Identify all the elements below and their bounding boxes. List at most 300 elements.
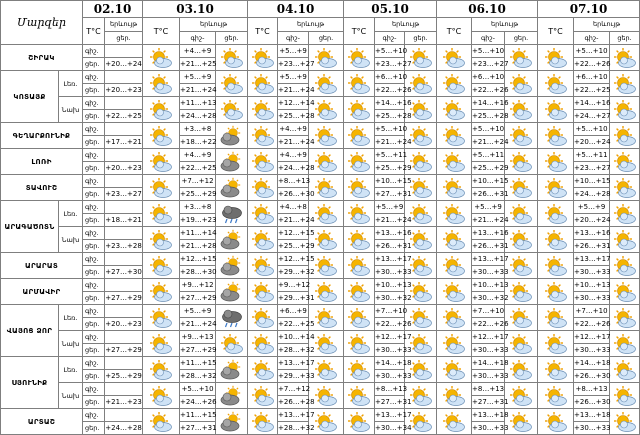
partly-cloudy-icon bbox=[509, 307, 533, 329]
night-temp-value: +5…+11 bbox=[472, 149, 505, 162]
partly-cloudy-icon bbox=[251, 229, 275, 251]
partly-cloudy-icon bbox=[314, 307, 338, 329]
day-subheader: ցեր. bbox=[216, 31, 248, 45]
day-temp-value: +30…+33 bbox=[472, 422, 505, 435]
partly-cloudy-icon bbox=[613, 333, 637, 355]
night-temp-value: +5…+10 bbox=[375, 45, 405, 58]
partly-cloudy-icon bbox=[347, 411, 371, 433]
night-label: գիշ. bbox=[83, 331, 105, 344]
day-temp-value: +22…+25 bbox=[574, 84, 610, 97]
weather-icon-cell bbox=[248, 253, 278, 279]
weather-icon-cell bbox=[216, 71, 248, 97]
partly-cloudy-icon bbox=[347, 73, 371, 95]
day-label: ցեր. bbox=[83, 58, 105, 71]
weather-icon-cell bbox=[437, 279, 472, 305]
day-temp-value: +29…+31 bbox=[278, 292, 309, 305]
day-temp-value: +27…+31 bbox=[472, 396, 505, 409]
partly-cloudy-icon bbox=[149, 99, 173, 121]
night-temp-value: +9…+12 bbox=[278, 279, 309, 292]
weather-icon-cell bbox=[437, 253, 472, 279]
day-temp-value: +21…+24 bbox=[180, 318, 216, 331]
day-temp-value: +20…+24 bbox=[574, 136, 610, 149]
table-row bbox=[1, 71, 640, 84]
day-label: ցեր. bbox=[83, 162, 105, 175]
partly-cloudy-icon bbox=[149, 125, 173, 147]
night-temp-value: +5…+11 bbox=[375, 149, 405, 162]
day-temp-value: +27…+31 bbox=[375, 188, 405, 201]
day-temp-value: +24…+28 bbox=[574, 188, 610, 201]
partly-cloudy-icon bbox=[347, 47, 371, 69]
day-temp-value: +21…+24 bbox=[472, 214, 505, 227]
day-temp-value: +28…+32 bbox=[278, 344, 309, 357]
temp-value: +27…+29 bbox=[105, 292, 143, 305]
partly-cloudy-icon bbox=[509, 47, 533, 69]
temp-value: +27…+30 bbox=[105, 266, 143, 279]
partly-cloudy-icon bbox=[442, 229, 466, 251]
weather-icon-cell bbox=[610, 357, 640, 383]
day-label: ցեր. bbox=[83, 240, 105, 253]
weather-icon-cell bbox=[344, 227, 375, 253]
day-temp-value: +26…+30 bbox=[574, 370, 610, 383]
state-header: երևույթ bbox=[180, 18, 248, 32]
region-name: ԱՐԱԳԱԾՈՏՆ bbox=[1, 201, 59, 253]
weather-icon-cell bbox=[437, 409, 472, 435]
temp-value: +20…+23 bbox=[105, 162, 143, 175]
weather-icon-cell bbox=[437, 331, 472, 357]
regions-header: Մարզեր bbox=[1, 1, 83, 45]
temp-value bbox=[105, 279, 143, 292]
partly-cloudy-icon bbox=[613, 73, 637, 95]
weather-icon-cell bbox=[248, 357, 278, 383]
night-temp-value: +6…+10 bbox=[472, 71, 505, 84]
weather-icon-cell bbox=[344, 175, 375, 201]
partly-cloudy-icon bbox=[613, 177, 637, 199]
cloudy-sun-icon bbox=[220, 125, 244, 147]
partly-cloudy-icon bbox=[613, 151, 637, 173]
weather-icon-cell bbox=[538, 357, 574, 383]
temp-value: +17…+21 bbox=[105, 136, 143, 149]
partly-cloudy-icon bbox=[442, 125, 466, 147]
partly-cloudy-icon bbox=[409, 177, 433, 199]
weather-icon-cell bbox=[437, 383, 472, 409]
day-temp-value: +21…+25 bbox=[180, 58, 216, 71]
weather-icon-cell bbox=[505, 175, 538, 201]
temp-value: +21…+23 bbox=[105, 396, 143, 409]
night-temp-value: +14…+16 bbox=[375, 97, 405, 110]
day-temp-value: +25…+29 bbox=[180, 188, 216, 201]
weather-icon-cell bbox=[538, 123, 574, 149]
weather-icon-cell bbox=[143, 409, 180, 435]
night-temp-value: +8…+13 bbox=[472, 383, 505, 396]
day-temp-value: +22…+26 bbox=[375, 318, 405, 331]
day-temp-value: +25…+29 bbox=[278, 240, 309, 253]
partly-cloudy-icon bbox=[409, 99, 433, 121]
weather-icon-cell bbox=[216, 149, 248, 175]
weather-icon-cell bbox=[505, 123, 538, 149]
day-temp-value: +21…+24 bbox=[180, 84, 216, 97]
night-temp-value: +5…+9 bbox=[472, 201, 505, 214]
partly-cloudy-icon bbox=[544, 359, 568, 381]
day-temp-value: +30…+33 bbox=[574, 292, 610, 305]
weather-icon-cell bbox=[216, 97, 248, 123]
partly-cloudy-icon bbox=[613, 125, 637, 147]
day-temp-value: +25…+28 bbox=[278, 110, 309, 123]
weather-icon-cell bbox=[610, 71, 640, 97]
partly-cloudy-icon bbox=[251, 255, 275, 277]
night-temp-value: +12…+17 bbox=[574, 331, 610, 344]
weather-icon-cell bbox=[216, 305, 248, 331]
partly-cloudy-icon bbox=[544, 281, 568, 303]
weather-icon-cell bbox=[344, 201, 375, 227]
subregion-label: Լեռ. bbox=[59, 357, 83, 383]
cloudy-sun-icon bbox=[220, 151, 244, 173]
table-row bbox=[1, 253, 640, 266]
partly-cloudy-icon bbox=[314, 47, 338, 69]
partly-cloudy-icon bbox=[251, 177, 275, 199]
weather-icon-cell bbox=[344, 253, 375, 279]
weather-icon-cell bbox=[610, 253, 640, 279]
night-temp-value: +14…+16 bbox=[574, 97, 610, 110]
day-label: ցեր. bbox=[83, 318, 105, 331]
temp-value bbox=[105, 201, 143, 214]
night-label: գիշ. bbox=[83, 123, 105, 136]
day-label: ցեր. bbox=[83, 266, 105, 279]
partly-cloudy-icon bbox=[509, 359, 533, 381]
day-temp-value: +27…+29 bbox=[180, 292, 216, 305]
day-temp-value: +30…+33 bbox=[375, 344, 405, 357]
table-row bbox=[1, 409, 640, 422]
day-label: ցեր. bbox=[83, 110, 105, 123]
date-header: 02.10 bbox=[83, 1, 143, 18]
day-temp-value: +24…+28 bbox=[180, 110, 216, 123]
weather-icon-cell bbox=[143, 279, 180, 305]
weather-icon-cell bbox=[538, 71, 574, 97]
cloudy-sun-icon bbox=[220, 229, 244, 251]
night-label: գիշ. bbox=[83, 71, 105, 84]
partly-cloudy-icon bbox=[251, 385, 275, 407]
night-label: գիշ. bbox=[83, 409, 105, 422]
temp-value: +18…+21 bbox=[105, 214, 143, 227]
day-temp-value: +20…+24 bbox=[574, 214, 610, 227]
partly-cloudy-icon bbox=[509, 73, 533, 95]
temp-value: +25…+29 bbox=[105, 370, 143, 383]
partly-cloudy-icon bbox=[613, 229, 637, 251]
night-temp-value: +14…+18 bbox=[375, 357, 405, 370]
night-temp-value: +7…+10 bbox=[574, 305, 610, 318]
weather-icon-cell bbox=[437, 175, 472, 201]
partly-cloudy-icon bbox=[613, 47, 637, 69]
partly-cloudy-icon bbox=[251, 411, 275, 433]
night-label: գիշ. bbox=[83, 305, 105, 318]
partly-cloudy-icon bbox=[442, 411, 466, 433]
partly-cloudy-icon bbox=[409, 255, 433, 277]
day-temp-value: +26…+31 bbox=[375, 240, 405, 253]
day-temp-value: +21…+24 bbox=[278, 136, 309, 149]
weather-icon-cell bbox=[143, 175, 180, 201]
day-label: ցեր. bbox=[83, 214, 105, 227]
weather-icon-cell bbox=[538, 201, 574, 227]
partly-cloudy-icon bbox=[409, 281, 433, 303]
night-temp-value: +14…+18 bbox=[574, 357, 610, 370]
weather-icon-cell bbox=[344, 305, 375, 331]
weather-icon-cell bbox=[538, 97, 574, 123]
weather-icon-cell bbox=[344, 357, 375, 383]
partly-cloudy-icon bbox=[149, 73, 173, 95]
night-temp-value: +13…+16 bbox=[472, 227, 505, 240]
night-temp-value: +4…+9 bbox=[180, 45, 216, 58]
partly-cloudy-icon bbox=[613, 411, 637, 433]
partly-cloudy-icon bbox=[251, 307, 275, 329]
weather-icon-cell bbox=[437, 45, 472, 71]
day-temp-value: +23…+27 bbox=[278, 58, 309, 71]
partly-cloudy-icon bbox=[442, 281, 466, 303]
date-header: 05.10 bbox=[344, 1, 437, 18]
night-temp-value: +5…+11 bbox=[574, 149, 610, 162]
partly-cloudy-icon bbox=[220, 99, 244, 121]
partly-cloudy-icon bbox=[544, 151, 568, 173]
weather-icon-cell bbox=[610, 149, 640, 175]
night-temp-value: +5…+10 bbox=[375, 123, 405, 136]
night-temp-value: +5…+9 bbox=[180, 71, 216, 84]
partly-cloudy-icon bbox=[544, 177, 568, 199]
partly-cloudy-icon bbox=[544, 125, 568, 147]
day-temp-value: +30…+33 bbox=[472, 370, 505, 383]
weather-icon-cell bbox=[538, 253, 574, 279]
day-temp-value: +21…+24 bbox=[375, 136, 405, 149]
rain-cloud-icon bbox=[220, 203, 244, 225]
weather-icon-cell bbox=[505, 45, 538, 71]
partly-cloudy-icon bbox=[613, 255, 637, 277]
night-temp-value: +5…+9 bbox=[574, 201, 610, 214]
partly-cloudy-icon bbox=[409, 359, 433, 381]
day-temp-value: +22…+26 bbox=[574, 318, 610, 331]
partly-cloudy-icon bbox=[509, 333, 533, 355]
partly-cloudy-icon bbox=[149, 359, 173, 381]
partly-cloudy-icon bbox=[409, 125, 433, 147]
weather-icon-cell bbox=[248, 149, 278, 175]
day-temp-value: +22…+26 bbox=[472, 318, 505, 331]
night-temp-value: +11…+14 bbox=[180, 227, 216, 240]
cloudy-sun-icon bbox=[220, 255, 244, 277]
weather-icon-cell bbox=[143, 305, 180, 331]
weather-icon-cell bbox=[248, 45, 278, 71]
day-temp-value: +26…+30 bbox=[278, 188, 309, 201]
region-name: ԼՈՌԻ bbox=[1, 149, 83, 175]
weather-icon-cell bbox=[505, 227, 538, 253]
partly-cloudy-icon bbox=[347, 307, 371, 329]
partly-cloudy-icon bbox=[509, 99, 533, 121]
weather-icon-cell bbox=[248, 331, 278, 357]
partly-cloudy-icon bbox=[251, 203, 275, 225]
partly-cloudy-icon bbox=[149, 47, 173, 69]
partly-cloudy-icon bbox=[347, 255, 371, 277]
night-temp-value: +5…+9 bbox=[180, 305, 216, 318]
weather-icon-cell bbox=[538, 227, 574, 253]
weather-icon-cell bbox=[143, 201, 180, 227]
state-header: երևույթ bbox=[278, 18, 344, 32]
partly-cloudy-icon bbox=[544, 333, 568, 355]
day-label: ցեր. bbox=[83, 84, 105, 97]
partly-cloudy-icon bbox=[544, 307, 568, 329]
weather-icon-cell bbox=[610, 383, 640, 409]
day-temp-value: +30…+33 bbox=[574, 266, 610, 279]
weather-icon-cell bbox=[248, 227, 278, 253]
night-temp-value: +10…+15 bbox=[574, 175, 610, 188]
night-temp-value: +8…+13 bbox=[375, 383, 405, 396]
weather-icon-cell bbox=[143, 123, 180, 149]
night-temp-value: +10…+13 bbox=[375, 279, 405, 292]
temp-value bbox=[105, 71, 143, 84]
weather-icon-cell bbox=[248, 409, 278, 435]
region-name: ԳԵՂԱՐՔՈՒՆԻՔ bbox=[1, 123, 83, 149]
partly-cloudy-icon bbox=[251, 359, 275, 381]
day-subheader: ցեր. bbox=[505, 31, 538, 45]
weather-icon-cell bbox=[610, 331, 640, 357]
night-temp-value: +6…+10 bbox=[375, 71, 405, 84]
partly-cloudy-icon bbox=[613, 359, 637, 381]
weather-icon-cell bbox=[437, 201, 472, 227]
day-temp-value: +26…+28 bbox=[278, 396, 309, 409]
weather-icon-cell bbox=[610, 175, 640, 201]
day-temp-value: +21…+24 bbox=[278, 84, 309, 97]
partly-cloudy-icon bbox=[409, 229, 433, 251]
partly-cloudy-icon bbox=[251, 47, 275, 69]
temp-header: T°C bbox=[344, 18, 375, 45]
temp-value bbox=[105, 45, 143, 58]
night-temp-value: +5…+9 bbox=[278, 45, 309, 58]
night-temp-value: +7…+10 bbox=[472, 305, 505, 318]
day-temp-value: +30…+33 bbox=[574, 344, 610, 357]
table-row bbox=[1, 331, 640, 344]
weather-icon-cell bbox=[505, 305, 538, 331]
partly-cloudy-icon bbox=[314, 281, 338, 303]
table-row bbox=[1, 357, 640, 370]
weather-icon-cell bbox=[344, 279, 375, 305]
night-subheader: գիշ- bbox=[180, 31, 216, 45]
partly-cloudy-icon bbox=[442, 255, 466, 277]
partly-cloudy-icon bbox=[314, 151, 338, 173]
day-label: ցեր. bbox=[83, 422, 105, 435]
partly-cloudy-icon bbox=[314, 359, 338, 381]
weather-icon-cell bbox=[437, 149, 472, 175]
night-temp-value: +4…+8 bbox=[278, 201, 309, 214]
night-temp-value: +9…+13 bbox=[180, 331, 216, 344]
weather-icon-cell bbox=[143, 253, 180, 279]
weather-icon-cell bbox=[437, 227, 472, 253]
table-row bbox=[1, 123, 640, 136]
night-temp-value: +4…+9 bbox=[278, 123, 309, 136]
partly-cloudy-icon bbox=[509, 385, 533, 407]
partly-cloudy-icon bbox=[314, 73, 338, 95]
night-temp-value: +13…+17 bbox=[375, 253, 405, 266]
temp-value: +23…+28 bbox=[105, 240, 143, 253]
subregion-label: Լեռ. bbox=[59, 71, 83, 97]
partly-cloudy-icon bbox=[149, 255, 173, 277]
weather-icon-cell bbox=[538, 305, 574, 331]
night-temp-value: +3…+8 bbox=[180, 123, 216, 136]
cloudy-sun-icon bbox=[220, 411, 244, 433]
cloudy-sun-icon bbox=[220, 385, 244, 407]
weather-icon-cell bbox=[505, 149, 538, 175]
day-label: ցեր. bbox=[83, 292, 105, 305]
partly-cloudy-icon bbox=[509, 203, 533, 225]
day-temp-value: +30…+33 bbox=[375, 370, 405, 383]
date-header: 03.10 bbox=[143, 1, 248, 18]
day-label: ցեր. bbox=[83, 188, 105, 201]
weather-icon-cell bbox=[505, 97, 538, 123]
night-temp-value: +5…+9 bbox=[278, 71, 309, 84]
night-temp-value: +12…+17 bbox=[375, 331, 405, 344]
partly-cloudy-icon bbox=[442, 151, 466, 173]
subregion-label: Նախ bbox=[59, 227, 83, 253]
day-temp-value: +25…+29 bbox=[375, 162, 405, 175]
night-temp-value: +8…+13 bbox=[574, 383, 610, 396]
partly-cloudy-icon bbox=[149, 229, 173, 251]
day-temp-value: +21…+24 bbox=[375, 214, 405, 227]
temp-header: T°C bbox=[248, 18, 278, 45]
partly-cloudy-icon bbox=[613, 281, 637, 303]
partly-cloudy-icon bbox=[509, 151, 533, 173]
partly-cloudy-icon bbox=[251, 99, 275, 121]
partly-cloudy-icon bbox=[314, 203, 338, 225]
day-temp-value: +26…+31 bbox=[574, 240, 610, 253]
day-temp-value: +23…+27 bbox=[472, 58, 505, 71]
weather-icon-cell bbox=[505, 409, 538, 435]
weather-icon-cell bbox=[248, 97, 278, 123]
weather-icon-cell bbox=[344, 331, 375, 357]
weather-icon-cell bbox=[344, 123, 375, 149]
night-temp-value: +9…+12 bbox=[180, 279, 216, 292]
night-temp-value: +7…+12 bbox=[278, 383, 309, 396]
temp-value: +22…+25 bbox=[105, 110, 143, 123]
night-label: գիշ. bbox=[83, 383, 105, 396]
temp-value bbox=[105, 305, 143, 318]
subregion-label: Լեռ. bbox=[59, 305, 83, 331]
partly-cloudy-icon bbox=[314, 99, 338, 121]
night-temp-value: +4…+9 bbox=[180, 149, 216, 162]
night-label: գիշ. bbox=[83, 253, 105, 266]
region-name: ՍՅՈՒՆԻՔ bbox=[1, 357, 59, 409]
weather-icon-cell bbox=[216, 409, 248, 435]
weather-icon-cell bbox=[505, 279, 538, 305]
weather-icon-cell bbox=[143, 331, 180, 357]
night-temp-value: +10…+14 bbox=[278, 331, 309, 344]
partly-cloudy-icon bbox=[314, 385, 338, 407]
night-subheader: գիշ- bbox=[375, 31, 405, 45]
partly-cloudy-icon bbox=[149, 177, 173, 199]
day-temp-value: +30…+33 bbox=[375, 266, 405, 279]
night-temp-value: +13…+17 bbox=[472, 253, 505, 266]
partly-cloudy-icon bbox=[347, 281, 371, 303]
weather-icon-cell bbox=[505, 71, 538, 97]
temp-value: +23…+27 bbox=[105, 188, 143, 201]
night-temp-value: +5…+10 bbox=[180, 383, 216, 396]
table-row bbox=[1, 227, 640, 240]
table-row bbox=[1, 45, 640, 58]
night-temp-value: +13…+18 bbox=[574, 409, 610, 422]
weather-icon-cell bbox=[216, 175, 248, 201]
night-temp-value: +13…+17 bbox=[278, 357, 309, 370]
night-label: գիշ. bbox=[83, 175, 105, 188]
day-temp-value: +24…+26 bbox=[180, 396, 216, 409]
day-temp-value: +29…+33 bbox=[278, 370, 309, 383]
partly-cloudy-icon bbox=[251, 333, 275, 355]
partly-cloudy-icon bbox=[314, 411, 338, 433]
partly-cloudy-icon bbox=[347, 151, 371, 173]
day-temp-value: +22…+26 bbox=[574, 58, 610, 71]
night-temp-value: +13…+17 bbox=[574, 253, 610, 266]
partly-cloudy-icon bbox=[509, 281, 533, 303]
